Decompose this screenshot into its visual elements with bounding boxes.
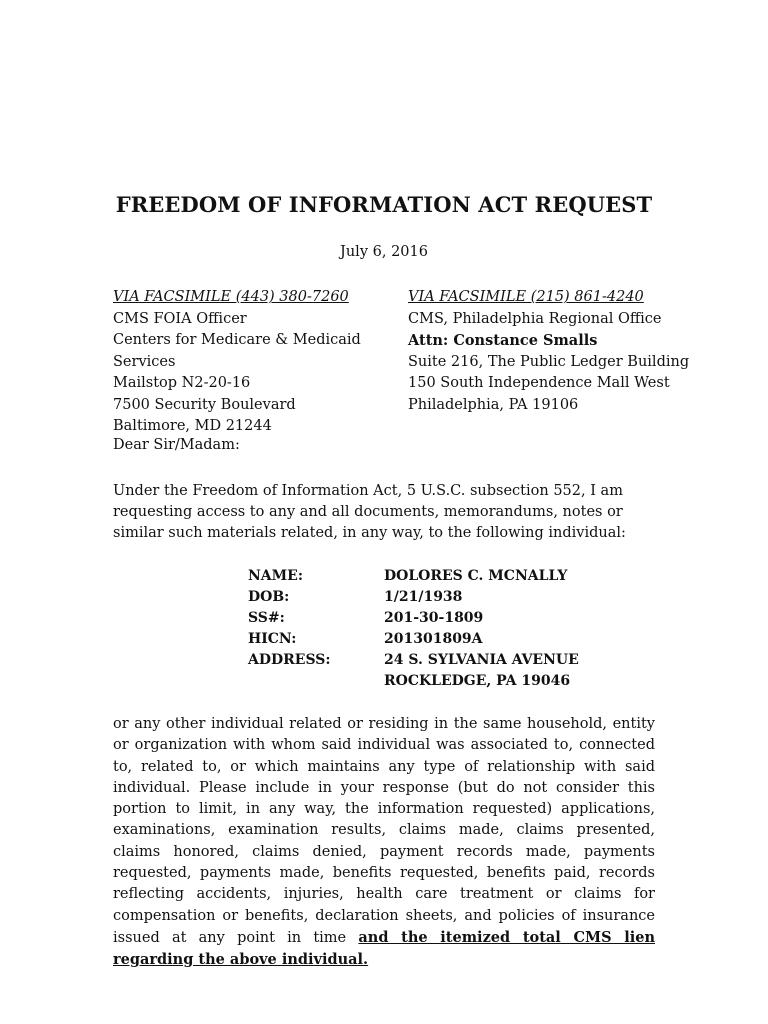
intro-paragraph: Under the Freedom of Information Act, 5 U.S.C. subsection 552, I am requesting access to any and all documents, memorandums, notes or similar such materials related, in any way, to the following individual: <box>113 483 626 541</box>
left-address-block <box>113 287 403 438</box>
info-row-address <box>248 650 579 671</box>
info-row-dob <box>248 587 579 608</box>
info-label: ADDRESS: <box>248 652 331 668</box>
right-address-line-1: CMS, Philadelphia Regional Office <box>408 310 662 327</box>
left-address-line-3: Mailstop N2-20-16 <box>113 375 251 391</box>
right-address-line-5: Philadelphia, PA 19106 <box>408 396 579 413</box>
left-address-line-2: Centers for Medicare & Medicaid Services <box>113 332 361 370</box>
info-value: 201-30-1809 <box>384 610 484 626</box>
info-row-hicn <box>248 629 579 650</box>
left-address-line-5: Baltimore, MD 21244 <box>113 418 272 434</box>
body-emphasis: and the itemized total CMS lien regarding the above individual. <box>113 928 656 969</box>
individual-info-table <box>248 566 579 692</box>
info-value: 1/21/1938 <box>384 589 463 605</box>
letter-date: July 6, 2016 <box>340 244 428 260</box>
info-row-address-2 <box>248 671 579 692</box>
info-row-ss <box>248 608 579 629</box>
info-label-empty <box>248 671 384 692</box>
salutation: Dear Sir/Madam: <box>113 437 240 453</box>
info-row-name <box>248 566 579 587</box>
left-address-line-4: 7500 Security Boulevard <box>113 396 296 413</box>
body-text: or any other individual related or residing in the same household, entity or organization with whom said individual was associated to, connected to, related to, or which maintains any type of relationship with said individual. Please include in your response (but do not consider this portion to limit, in any way, the information requested) applications, examinations, examination results, claims made, claims presented, claims honored, claims denied, payment records made, payments requested, payments made, benefits requested, benefits paid, records reflecting accidents, injuries, health care treatment or claims for compensation or benefits, declaration sheets, and policies of insurance issued at any point in time <box>113 716 655 946</box>
right-address-line-4: 150 South Independence Mall West <box>408 375 670 391</box>
body-paragraph <box>113 714 655 972</box>
info-label: NAME: <box>248 568 303 584</box>
left-fax-line: VIA FACSIMILE (443) 380-7260 <box>113 289 349 305</box>
right-fax-line: VIA FACSIMILE (215) 861-4240 <box>408 289 644 305</box>
right-attn-line: Attn: Constance Smalls <box>408 332 598 349</box>
info-value: ROCKLEDGE, PA 19046 <box>384 673 571 689</box>
document-title: FREEDOM OF INFORMATION ACT REQUEST <box>115 192 653 217</box>
right-address-block <box>408 287 708 416</box>
left-address-line-1: CMS FOIA Officer <box>113 310 247 327</box>
info-value: 201301809A <box>384 631 483 647</box>
info-label: SS#: <box>248 610 285 626</box>
info-value: 24 S. SYLVANIA AVENUE <box>384 652 579 668</box>
info-label: HICN: <box>248 631 297 647</box>
right-address-line-3: Suite 216, The Public Ledger Building <box>408 353 690 370</box>
info-label: DOB: <box>248 589 290 605</box>
info-value: DOLORES C. MCNALLY <box>384 568 568 584</box>
